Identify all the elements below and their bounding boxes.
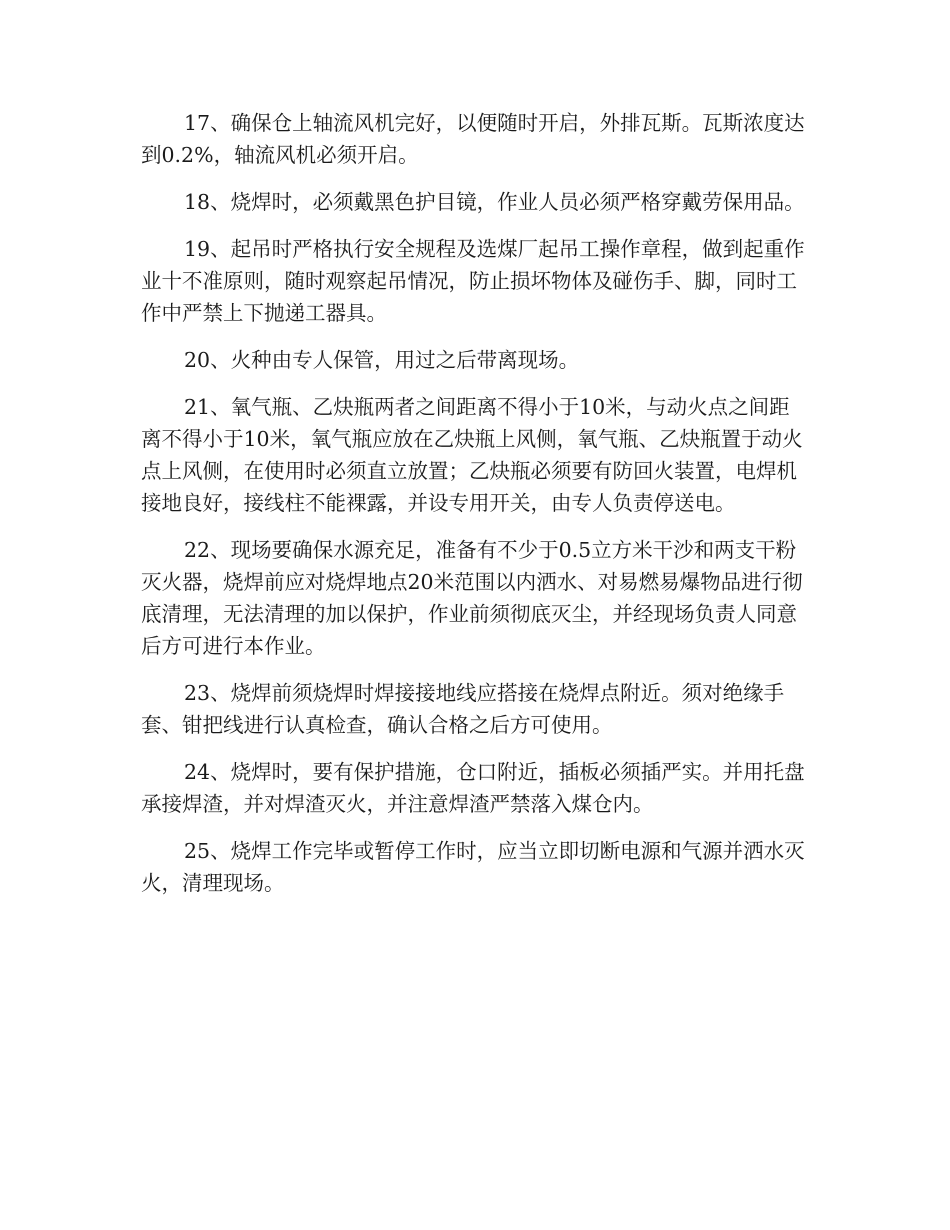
- paragraph-21: 21、氧气瓶、乙炔瓶两者之间距离不得小于10米，与动火点之间距离不得小于10米，氧气瓶应放在乙炔瓶上风侧，氧气瓶、乙炔瓶置于动火点上风侧，在使用时必须直立放置；乙炔瓶必须要有防回火装置，电焊机接地良好，接线柱不能裸露，并设专用开关，由专人负责停送电。: [141, 395, 803, 515]
- paragraph-19: 19、起吊时严格执行安全规程及选煤厂起吊工操作章程，做到起重作业十不准原则，随时观察起吊情况，防止损坏物体及碰伤手、脚，同时工作中严禁上下抛递工器具。: [141, 237, 805, 325]
- paragraph-17: 17、确保仓上轴流风机完好，以便随时开启，外排瓦斯。瓦斯浓度达到0.2%，轴流风机必须开启。: [141, 111, 805, 167]
- document-body: [141, 107, 809, 914]
- paragraph-22: 22、现场要确保水源充足，准备有不少于0.5立方米干沙和两支干粉灭火器，烧焊前应对烧焊地点20米范围以内洒水、对易燃易爆物品进行彻底清理，无法清理的加以保护，作业前须彻底灭尘，并经现场负责人同意后方可进行本作业。: [141, 538, 803, 658]
- paragraph-20: 20、火种由专人保管，用过之后带离现场。: [184, 348, 580, 372]
- paragraph-24: 24、烧焊时，要有保护措施，仓口附近，插板必须插严实。并用托盘承接焊渣，并对焊渣灭火，并注意焊渣严禁落入煤仓内。: [141, 760, 805, 816]
- paragraph-23: 23、烧焊前须烧焊时焊接接地线应搭接在烧焊点附近。须对绝缘手套、钳把线进行认真检查，确认合格之后方可使用。: [141, 681, 785, 737]
- paragraph-25: 25、烧焊工作完毕或暂停工作时，应当立即切断电源和气源并洒水灭火，清理现场。: [141, 839, 805, 895]
- paragraph-18: 18、烧焊时，必须戴黑色护目镜，作业人员必须严格穿戴劳保用品。: [184, 190, 805, 214]
